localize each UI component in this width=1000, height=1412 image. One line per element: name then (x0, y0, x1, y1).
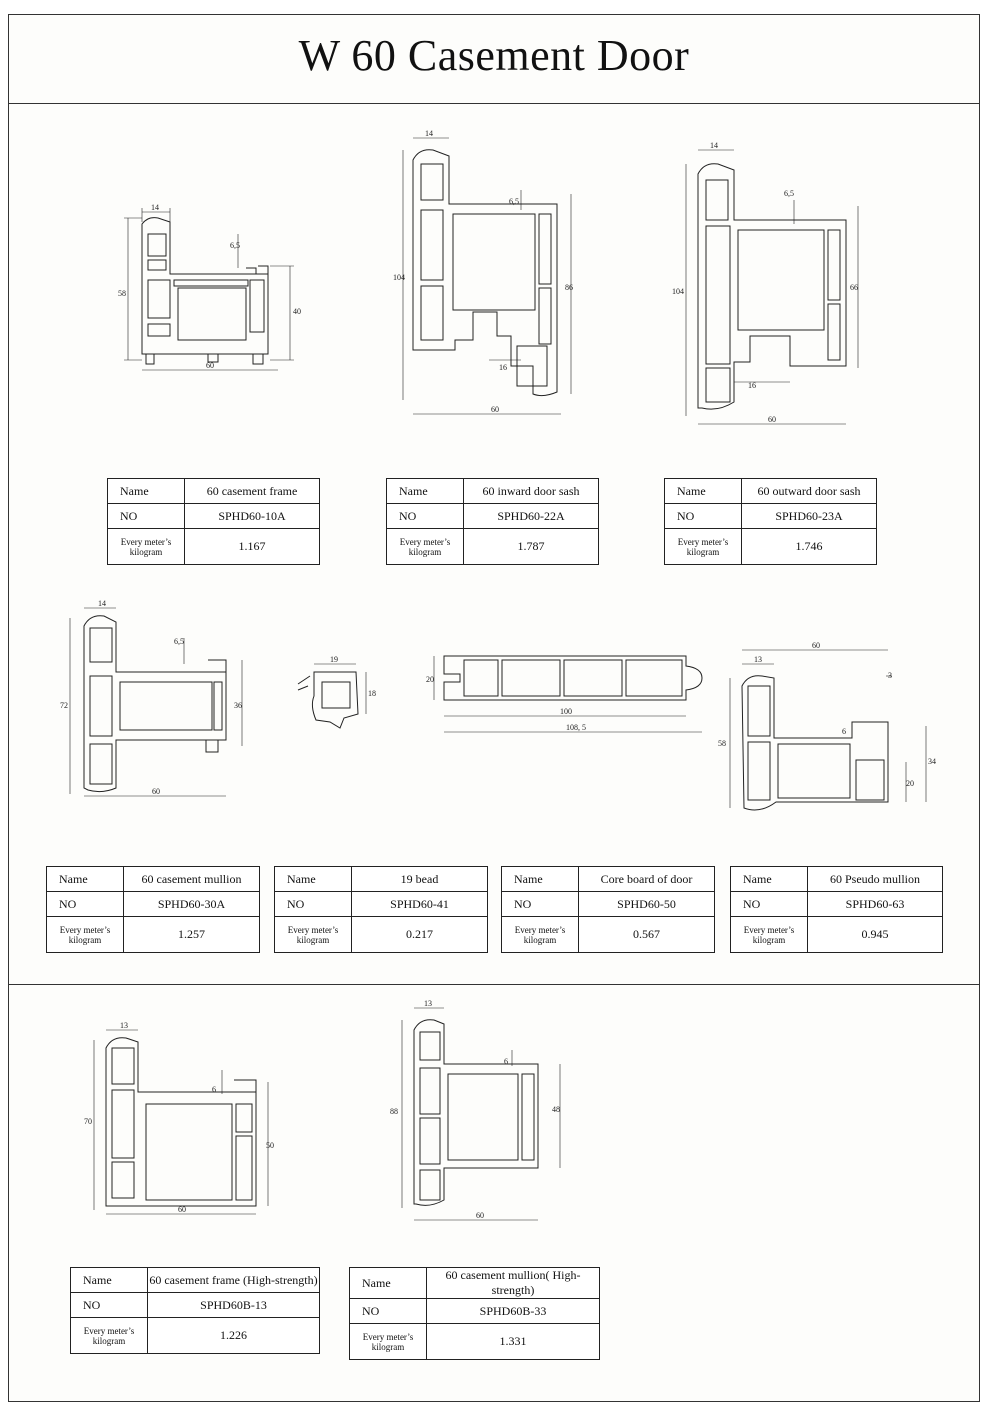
bead-drawing (294, 656, 380, 736)
dim-label: 104 (672, 287, 684, 296)
product-name: 60 casement mullion( High-strength) (427, 1268, 600, 1299)
weight-header: Every meter’s kilogram (275, 917, 352, 953)
dim-label: 13 (120, 1021, 128, 1030)
dim-label: 108, 5 (566, 723, 586, 732)
dim-label: 34 (928, 757, 936, 766)
weight-header: Every meter’s kilogram (387, 529, 464, 565)
page-title: W 60 Casement Door (298, 31, 690, 80)
product-code: SPHD60-10A (185, 504, 320, 529)
name-header: Name (350, 1268, 427, 1299)
product-code: SPHD60B-13 (148, 1293, 320, 1318)
dim-label: 14 (151, 203, 159, 212)
name-header: Name (731, 867, 808, 892)
dim-label: 100 (560, 707, 572, 716)
product-code: SPHD60-22A (464, 504, 599, 529)
weight-header: Every meter’s kilogram (108, 529, 185, 565)
product-weight: 0.945 (808, 917, 943, 953)
casement-frame-hs-drawing (80, 1020, 280, 1220)
dim-label: 14 (710, 141, 718, 150)
product-weight: 0.567 (579, 917, 715, 953)
casement-mullion-hs-drawing (388, 1000, 588, 1226)
name-header: Name (387, 479, 464, 504)
name-header: Name (47, 867, 124, 892)
spec-table-casement-frame-hs (70, 1267, 320, 1354)
dim-label: 60 (178, 1205, 186, 1214)
dim-label: 60 (812, 641, 820, 650)
dim-label: 6 (842, 727, 846, 736)
dim-label: 58 (718, 739, 726, 748)
product-code: SPHD60-41 (352, 892, 488, 917)
dim-label: 40 (293, 307, 301, 316)
dim-label: 60 (491, 405, 499, 414)
spec-table-inward-door-sash (386, 478, 599, 565)
dim-label: 60 (206, 361, 214, 370)
dim-label: 50 (266, 1141, 274, 1150)
product-name: 60 Pseudo mullion (808, 867, 943, 892)
section-divider (8, 984, 980, 985)
dim-label: 14 (425, 129, 433, 138)
dim-label: 20 (906, 779, 914, 788)
dim-label: 18 (368, 689, 376, 698)
pseudo-mullion-drawing (716, 638, 946, 816)
product-code: SPHD60-63 (808, 892, 943, 917)
name-header: Name (71, 1268, 148, 1293)
product-name: 60 casement frame (185, 479, 320, 504)
product-weight: 1.167 (185, 529, 320, 565)
product-name: 60 outward door sash (742, 479, 877, 504)
product-weight: 1.787 (464, 529, 599, 565)
dim-label: 3 (888, 671, 892, 680)
dim-label: 60 (152, 787, 160, 796)
title-divider (8, 103, 980, 104)
dim-label: 58 (118, 289, 126, 298)
weight-header: Every meter’s kilogram (350, 1324, 427, 1360)
product-weight: 1.257 (124, 917, 260, 953)
no-header: NO (502, 892, 579, 917)
dim-label: 48 (552, 1105, 560, 1114)
spec-table-casement-frame (107, 478, 320, 565)
product-name: 60 casement frame (High-strength) (148, 1268, 320, 1293)
spec-table-casement-mullion-hs (349, 1267, 600, 1360)
spec-table-pseudo-mullion (730, 866, 943, 953)
product-name: 60 inward door sash (464, 479, 599, 504)
product-code: SPHD60-30A (124, 892, 260, 917)
spec-table-casement-mullion (46, 866, 260, 953)
dim-label: 16 (499, 363, 507, 372)
dim-label: 104 (393, 273, 405, 282)
product-code: SPHD60-23A (742, 504, 877, 529)
dim-label: 6 (212, 1085, 216, 1094)
spec-table-outward-door-sash (664, 478, 877, 565)
inward-door-sash-drawing (393, 130, 583, 420)
dim-label: 13 (754, 655, 762, 664)
product-weight: 1.746 (742, 529, 877, 565)
dim-label: 6,5 (784, 189, 794, 198)
no-header: NO (71, 1293, 148, 1318)
dim-label: 36 (234, 701, 242, 710)
dim-label: 6,5 (174, 637, 184, 646)
dim-label: 60 (768, 415, 776, 424)
product-name: Core board of door (579, 867, 715, 892)
spec-table-bead (274, 866, 488, 953)
spec-table-core-board (501, 866, 715, 953)
weight-header: Every meter’s kilogram (502, 917, 579, 953)
product-name: 60 casement mullion (124, 867, 260, 892)
product-weight: 0.217 (352, 917, 488, 953)
weight-header: Every meter’s kilogram (665, 529, 742, 565)
dim-label: 66 (850, 283, 858, 292)
no-header: NO (665, 504, 742, 529)
name-header: Name (665, 479, 742, 504)
no-header: NO (387, 504, 464, 529)
name-header: Name (275, 867, 352, 892)
dim-label: 19 (330, 655, 338, 664)
no-header: NO (47, 892, 124, 917)
dim-label: 60 (476, 1211, 484, 1220)
core-board-drawing (426, 648, 726, 738)
product-code: SPHD60B-33 (427, 1299, 600, 1324)
product-name: 19 bead (352, 867, 488, 892)
dim-label: 70 (84, 1117, 92, 1126)
no-header: NO (108, 504, 185, 529)
dim-label: 6,5 (230, 241, 240, 250)
dim-label: 6 (504, 1057, 508, 1066)
name-header: Name (502, 867, 579, 892)
dim-label: 88 (390, 1107, 398, 1116)
casement-frame-drawing (118, 203, 301, 374)
no-header: NO (731, 892, 808, 917)
weight-header: Every meter’s kilogram (731, 917, 808, 953)
no-header: NO (350, 1299, 427, 1324)
weight-header: Every meter’s kilogram (47, 917, 124, 953)
dim-label: 13 (424, 999, 432, 1008)
dim-label: 20 (426, 675, 434, 684)
product-weight: 1.331 (427, 1324, 600, 1360)
dim-label: 86 (565, 283, 573, 292)
name-header: Name (108, 479, 185, 504)
casement-mullion-drawing (58, 598, 258, 804)
dim-label: 14 (98, 599, 106, 608)
product-weight: 1.226 (148, 1318, 320, 1354)
outward-door-sash-drawing (670, 140, 865, 430)
dim-label: 6,5 (509, 197, 519, 206)
dim-label: 16 (748, 381, 756, 390)
dim-label: 72 (60, 701, 68, 710)
no-header: NO (275, 892, 352, 917)
weight-header: Every meter’s kilogram (71, 1318, 148, 1354)
product-code: SPHD60-50 (579, 892, 715, 917)
